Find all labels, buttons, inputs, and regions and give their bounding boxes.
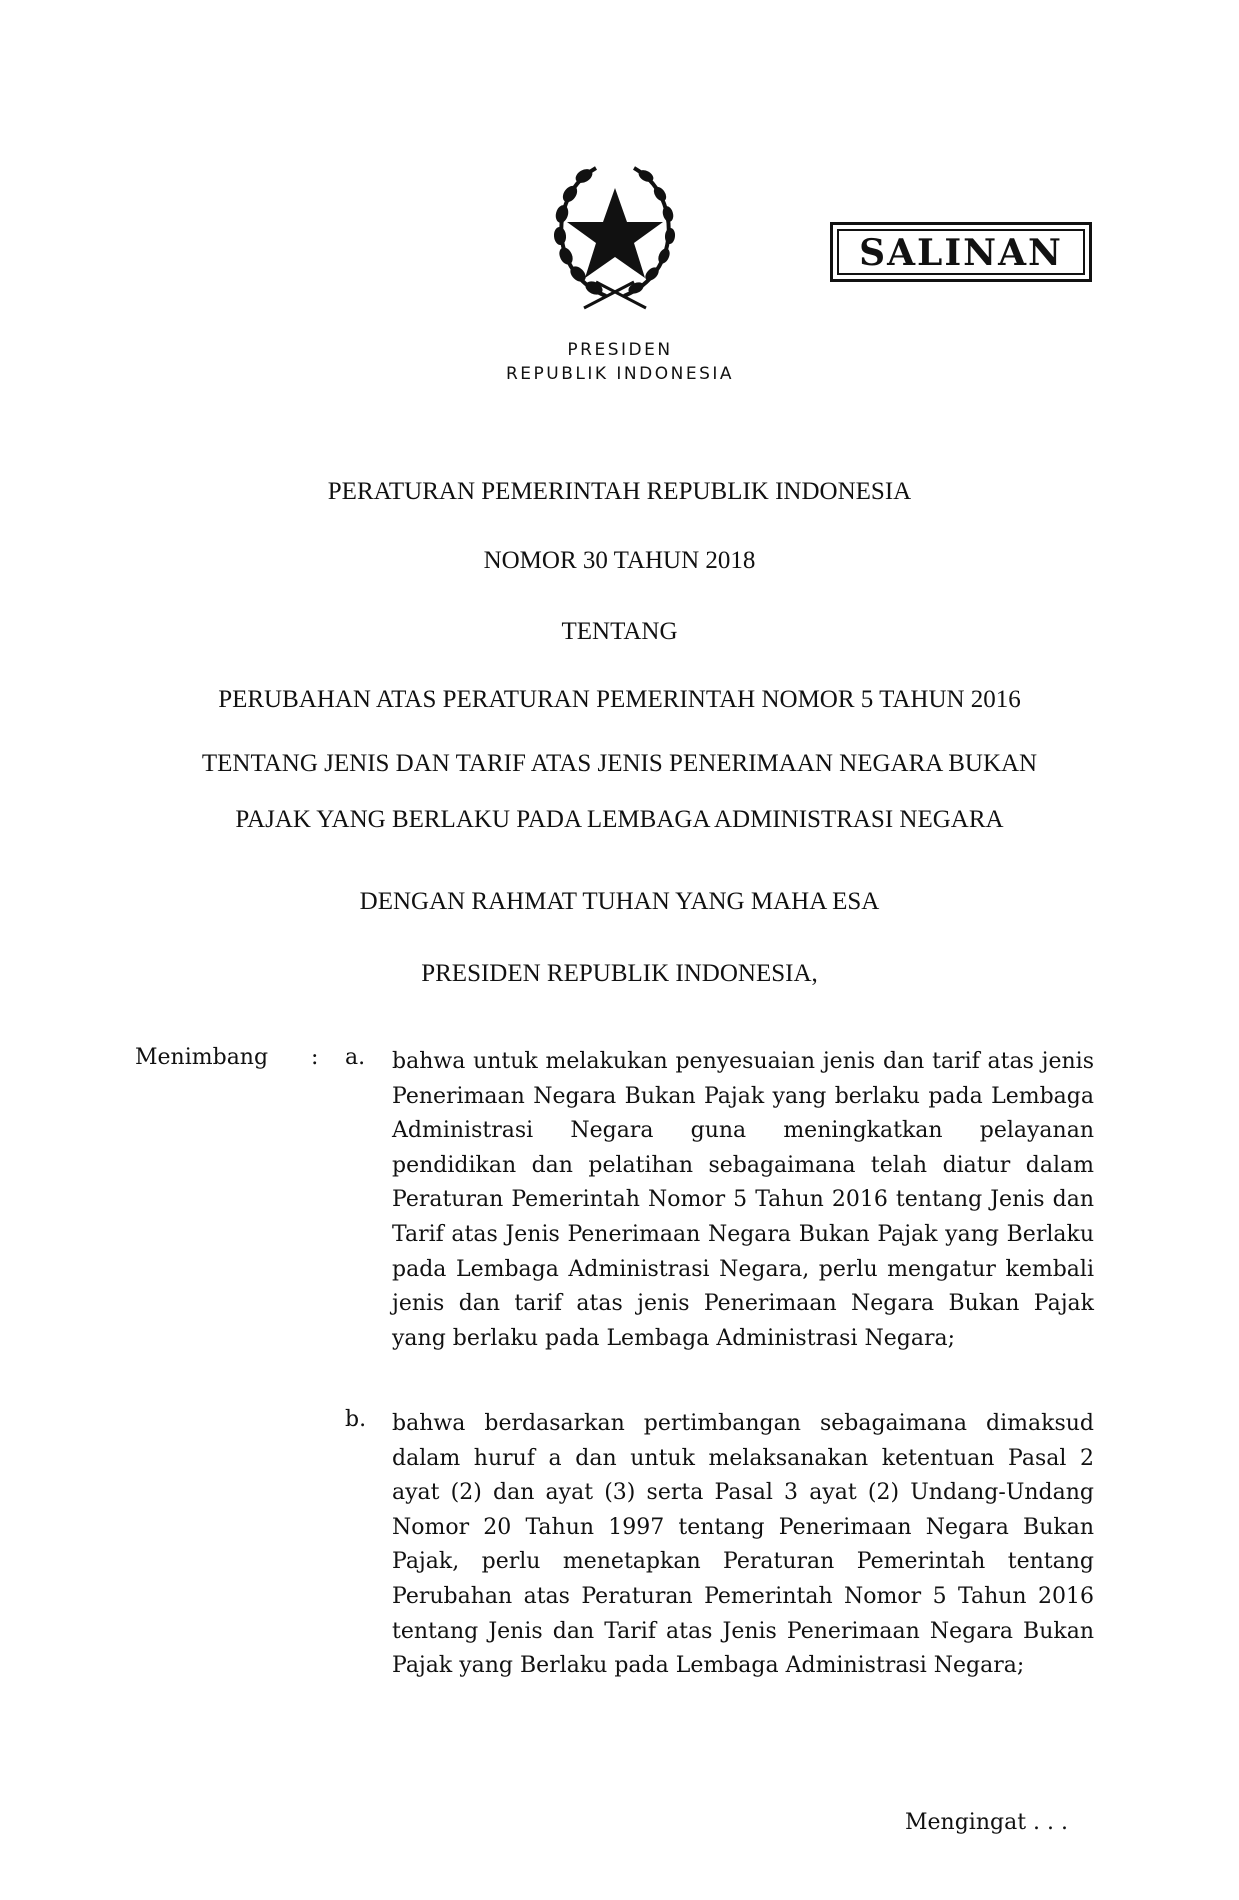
office-title-republik: REPUBLIK INDONESIA bbox=[505, 364, 735, 384]
regulation-subject-line-2: TENTANG JENIS DAN TARIF ATAS JENIS PENERIMAAN NEGARA BUKAN bbox=[201, 750, 1038, 777]
page-continuation: Mengingat . . . bbox=[905, 1810, 1069, 1835]
preamble-president: PRESIDEN REPUBLIK INDONESIA, bbox=[421, 960, 818, 987]
considering-colon: : bbox=[311, 1045, 319, 1070]
preamble-divine: DENGAN RAHMAT TUHAN YANG MAHA ESA bbox=[359, 888, 880, 915]
regulation-number: NOMOR 30 TAHUN 2018 bbox=[483, 547, 756, 574]
regulation-subject-line-1: PERUBAHAN ATAS PERATURAN PEMERINTAH NOMOR 5 TAHUN 2016 bbox=[218, 686, 1021, 713]
salinan-stamp-text: SALINAN bbox=[859, 232, 1063, 274]
regulation-title: PERATURAN PEMERINTAH REPUBLIK INDONESIA bbox=[327, 478, 912, 505]
item-marker: a. bbox=[345, 1045, 366, 1070]
office-title-presiden: PRESIDEN bbox=[567, 340, 673, 360]
item-text: bahwa berdasarkan pertimbangan sebagaimana dimaksud dalam huruf a dan untuk melaksanakan ketentuan Pasal 2 ayat (2) dan ayat (3) serta Pasal 3 ayat (2) Undang-Undang Nomor 20 Tahun 1997 tentang Penerimaan Negara Bukan Pajak, perlu menetapkan Peraturan Pemerintah tentang Perubahan atas Peraturan Pemerintah Nomor 5 Tahun 2016 tentang Jenis dan Tarif atas Jenis Penerimaan Negara Bukan Pajak yang Berlaku pada Lembaga Administrasi Negara; bbox=[392, 1411, 1094, 1679]
garuda-star-emblem-icon bbox=[536, 150, 694, 310]
regulation-about: TENTANG bbox=[561, 618, 678, 645]
considering-label: Menimbang bbox=[135, 1045, 269, 1070]
salinan-stamp bbox=[830, 222, 1092, 282]
regulation-subject-line-3: PAJAK YANG BERLAKU PADA LEMBAGA ADMINISTRASI NEGARA bbox=[235, 806, 1004, 833]
item-text: bahwa untuk melakukan penyesuaian jenis dan tarif atas jenis Penerimaan Negara Bukan Pajak yang berlaku pada Lembaga Administrasi Negara guna meningkatkan pelayanan pendidikan dan pelatihan sebagaimana telah diatur dalam Peraturan Pemerintah Nomor 5 Tahun 2016 tentang Jenis dan Tarif atas Jenis Penerimaan Negara Bukan Pajak yang Berlaku pada Lembaga Administrasi Negara, perlu mengatur kembali jenis dan tarif atas jenis Penerimaan Negara Bukan Pajak yang berlaku pada Lembaga Administrasi Negara; bbox=[392, 1049, 1094, 1351]
item-marker: b. bbox=[345, 1407, 367, 1432]
